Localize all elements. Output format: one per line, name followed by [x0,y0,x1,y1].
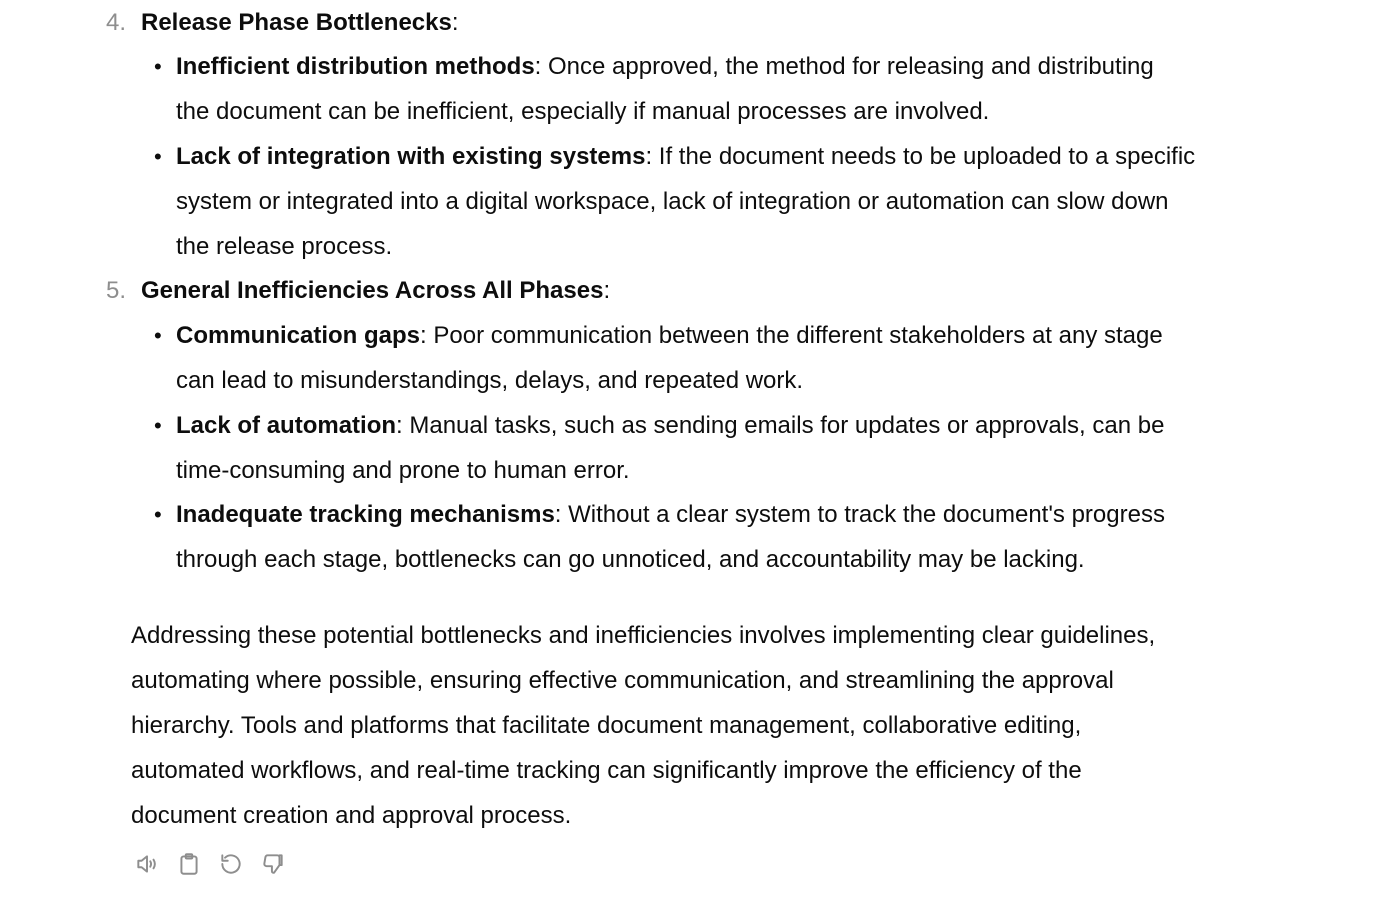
bullet-line [176,403,1256,448]
clipboard-icon [176,851,202,877]
list-item [154,492,1256,582]
refresh-icon [218,851,244,877]
bullet-term: Inadequate tracking mechanisms [176,501,555,528]
speaker-icon [134,851,160,877]
bullet-term: Lack of integration with existing systems [176,143,646,170]
bullet-description: : If the document needs to be uploaded to a specific [645,143,1196,170]
summary-line: automating where possible, ensuring effective communication, and streamlining the approval [131,667,1114,694]
regenerate-button[interactable] [215,848,247,880]
phase-title [141,268,610,313]
bullet-description: : Poor communication between the different stakeholders at any stage [420,322,1163,349]
bullet-icon: • [154,502,162,527]
bullet-description: : Manual tasks, such as sending emails for updates or approvals, can be [396,412,1165,439]
bullet-icon: • [154,54,162,79]
list-item [154,44,1256,134]
summary-line: Addressing these potential bottlenecks and inefficiencies involves implementing clear guidelines, [131,622,1156,649]
phase-title-text: Release Phase Bottlenecks [141,9,452,36]
bullet-line: can lead to misunderstandings, delays, and repeated work. [176,367,804,394]
bullet-description: : Without a clear system to track the document's progress [554,501,1165,528]
phase-title-colon: : [451,9,459,36]
thumbs-down-icon [260,851,286,877]
phase-title-text: General Inefficiencies Across All Phases [141,277,604,304]
list-item [154,134,1256,269]
bad-response-button[interactable] [257,848,289,880]
summary-line: hierarchy. Tools and platforms that facilitate document management, collaborative editing, [131,712,1082,739]
summary-line: automated workflows, and real-time tracking can significantly improve the efficiency of the [131,757,1082,784]
summary-line: document creation and approval process. [131,802,572,829]
bullet-icon: • [154,413,162,438]
bullet-icon: • [154,323,162,348]
bullet-line: the document can be inefficient, especially if manual processes are involved. [176,98,990,125]
bullet-term: Inefficient distribution methods [176,53,535,80]
bullet-line [176,44,1256,89]
bullet-line: system or integrated into a digital workspace, lack of integration or automation can slow down [176,188,1169,215]
message-actions [131,848,289,880]
list-number: 5. [106,277,127,304]
copy-button[interactable] [173,848,205,880]
bullet-line [176,134,1256,179]
bullet-line [176,492,1256,537]
read-aloud-button[interactable] [131,848,163,880]
phase-title [141,0,459,45]
bullet-line: time-consuming and prone to human error. [176,457,630,484]
list-item [154,403,1256,493]
bullet-line: the release process. [176,233,393,260]
list-number: 4. [106,9,127,36]
bullet-term: Lack of automation [176,412,397,439]
bullet-line [176,313,1256,358]
summary-paragraph [131,613,1251,838]
bullet-description: : Once approved, the method for releasing and distributing [534,53,1154,80]
bullet-term: Communication gaps [176,322,421,349]
list-item [154,313,1256,403]
bullet-icon: • [154,144,162,169]
phase-title-colon: : [603,277,611,304]
bullet-line: through each stage, bottlenecks can go unnoticed, and accountability may be lacking. [176,546,1085,573]
